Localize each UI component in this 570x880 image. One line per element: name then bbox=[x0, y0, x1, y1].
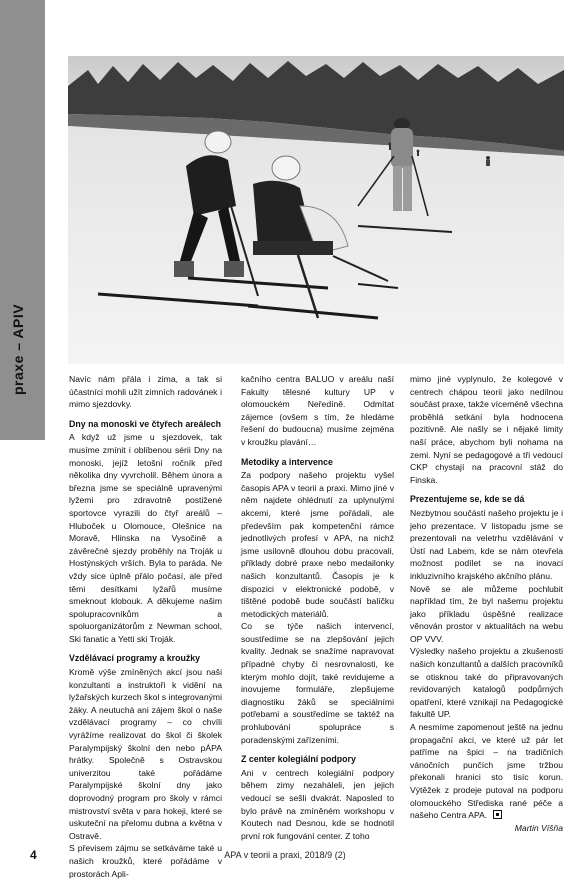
paragraph: Kromě výše zmíněných akcí jsou naši konzultanti a instruktoři k vidění na lyžařských kurzech škol s integrovanými žáky. A neutuchá ani zájem škol o naše vzdělávací programy – co chvíli vyrážíme realizovat do škol či školek Paralympijský školní den nebo pÁPA hrátky. Společně s Ostravskou univerzitou také pořádáme Paralympijské školní dny jako doprovodný program pro školy v rámci mistrovství světa v para hokeji, které se uskuteční na přelomu dubna a května v Ostravě. bbox=[69, 667, 222, 841]
section-label: praxe – APIV bbox=[10, 303, 26, 395]
text-column-1 bbox=[69, 373, 222, 880]
section-heading: Prezentujeme se, kde se dá bbox=[410, 494, 525, 505]
paragraph: Co se týče našich intervencí, soustředíme se na zlepšování jejich kvality. Jednak se snažíme napravovat případné chyby či nesrovnalosti, ke kterým mohlo dojít, také revidujeme a inovujeme formuláře, zlepšujeme diagnostiku žáků se speciálními potřebami a soustředíme se taktéž na prohlubování spolupráce s poradenskými zařízeními. bbox=[241, 621, 394, 745]
paragraph-final bbox=[410, 721, 563, 822]
paragraph: Za podpory našeho projektu vyšel časopis APA v teorii a praxi. Mimo jiné v něm najdete ohlédnutí za uplynulými akcemi, které jsme pořádali, ale především pak kompetenční rámce jednotlivých profesí v APA, na nichž jsme usilovně dlouhou dobu pracovali, příklady dobré praxe nebo medailonky našich konzultantů. Časopis je k dispozici v elektronické podobě, v tištěné podobě bude součástí balíčku metodických materiálů. bbox=[241, 470, 394, 619]
ski-scene-image bbox=[68, 56, 564, 364]
article-photo bbox=[68, 56, 564, 364]
section-heading: Vzdělávací programy a kroužky bbox=[69, 653, 201, 664]
paragraph: Ani v centrech kolegiální podpory během zimy nezaháleli, jen jejich vedoucí se sešli dvakrát. Naposled to bylo právě na zmíněném workshopu v Koutech nad Desnou, kde se hodnotil první rok fungování center. Z toho bbox=[241, 767, 394, 841]
paragraph: Nezbytnou součástí našeho projektu je i jeho prezentace. V listopadu jsme se prezentovali na veletrhu vzdělávání v Ústí nad Labem, kde se nám otevřela možnost podílet se na inovaci inkluzivního krajského akčního plánu. bbox=[410, 507, 563, 581]
section-heading: Dny na monoski ve čtyřech areálech bbox=[69, 418, 222, 429]
page-number: 4 bbox=[30, 848, 37, 862]
paragraph: A když už jsme u sjezdovek, tak musíme zmínit i oblíbenou sérii Dny na monoski, jejíž letošní ročník před několika dny vyvrcholil. Během února a března jsme se speciálně upravenými lyžemi pro zdravotně postižené sportovce vyrazili do čtyř areálů – Hluboček u Olomouce, Olešnice na Moravě, Hlinska na Vysočině a závěrečné sjezdy proběhly na Troják u Hostýnských vrších. Byla to paráda. Ne vždy sice úplně přálo počasí, ale před těmi desítkami lyžařů musíme smeknout klobouk. A děkujeme našim spolupracovníkům a spoluorganizátorům z Newman school, Ski fanatic a Yetti ski Troják. bbox=[69, 432, 222, 644]
paragraph-text: A nesmíme zapomenout ještě na jednu propagační akci, ve které už pár let patříme na špici – na tradičních vánočních punčích jsme tržbou překonali hranici sto tisíc korun. Výtěžek z prodeje putoval na podporu olomouckého Střediska rané péče a našeho Centra APA. bbox=[410, 722, 563, 821]
paragraph: Nově se ale můžeme pochlubit například tím, že byl našemu projektu jako příkladu úspěšné realizace věnován prostor v aktualitách na webu OP VVV. bbox=[410, 583, 563, 644]
paragraph: kačního centra BALUO v areálu naší Fakulty tělesné kultury UP v olomouckém Neředíně. Odmítat zájemce (ovšem s tím, že hledáme řešení do budoucna) musíme zejména v kroužku plavání… bbox=[241, 374, 394, 447]
section-heading: Metodiky a intervence bbox=[241, 456, 333, 467]
paragraph: Navíc nám přála i zima, a tak si účastníci mohli užít zimních radovánek i mimo sjezdovky. bbox=[69, 374, 222, 410]
paragraph: Výsledky našeho projektu a zkušenosti našich konzultantů a dalších pracovníků se otisknou také do připravovaných revidovaných katalogů podpůrných opatření, které vznikají na Pedagogické fakultě UP. bbox=[410, 646, 563, 720]
paragraph: S převisem zájmu se setkáváme také u našich kroužků, které pořádáme v prostorách Apli- bbox=[69, 843, 222, 879]
end-of-article-icon bbox=[493, 810, 502, 819]
section-heading: Z center kolegiální podpory bbox=[241, 754, 356, 765]
running-footer: APA v teorii a praxi, 2018/9 (2) bbox=[224, 850, 346, 860]
author-signature: Martin Víšňa bbox=[514, 822, 563, 833]
text-column-3 bbox=[410, 373, 563, 834]
paragraph: mimo jiné vyplynulo, že kolegové v centrech chápou teorii jako nedílnou součást praxe, takže víceméně všechna proběhlá setkání byla hodnocena pozitivně. Ale našly se i nějaké limity naší práce, abychom byli nohama na zemi. Nyní se pedagogové a tři vedoucí CKP chystají na pracovní stáž do Finska. bbox=[410, 374, 563, 485]
text-column-2 bbox=[241, 373, 394, 842]
